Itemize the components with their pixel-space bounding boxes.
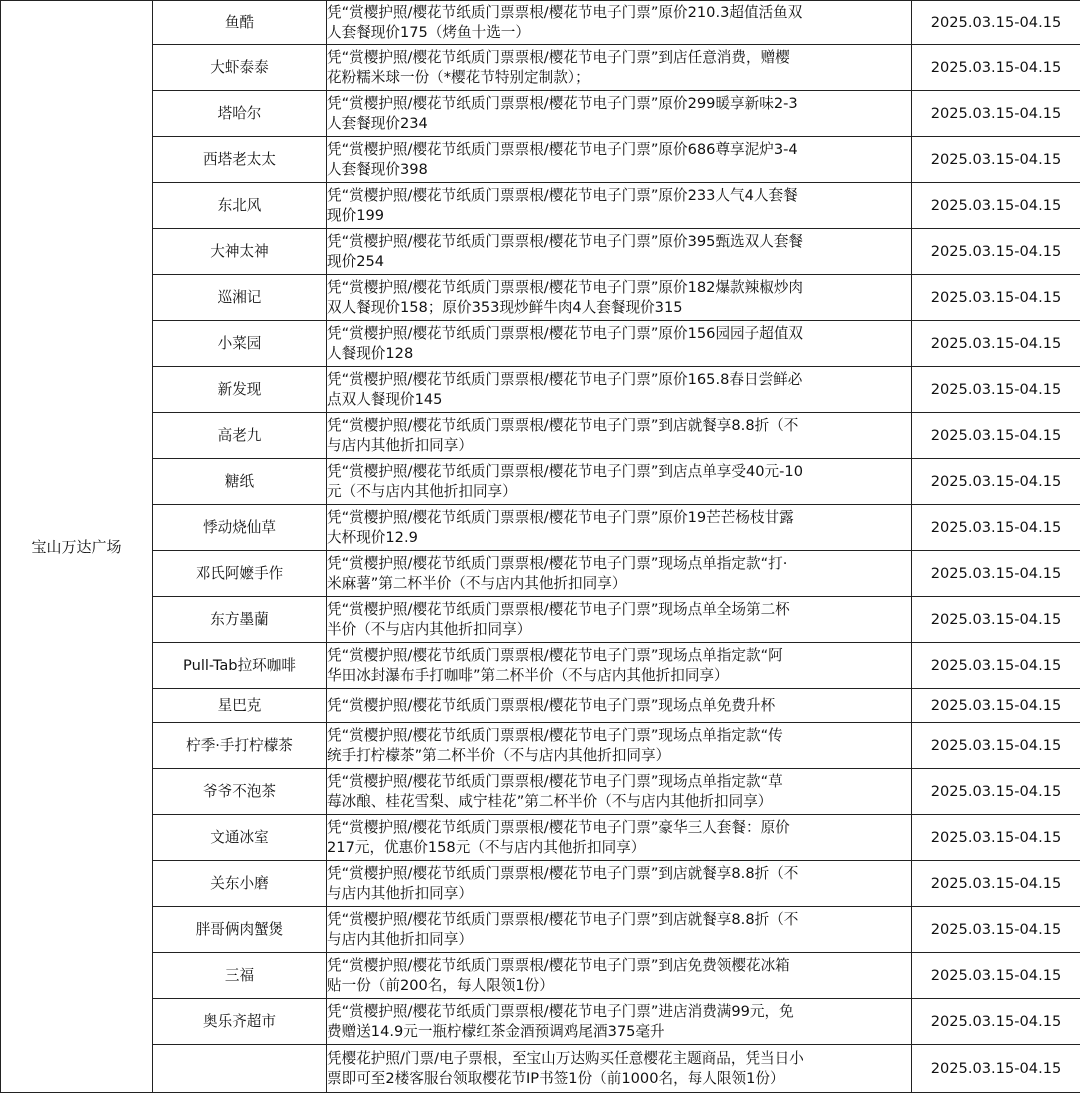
validity-date-cell: 2025.03.15-04.15 <box>912 1 1080 45</box>
table-row <box>1 551 1080 597</box>
table-row <box>1 229 1080 275</box>
shop-name-cell: 塔哈尔 <box>153 91 327 137</box>
offer-description-cell: 凭“赏樱护照/樱花节纸质门票票根/樱花节电子门票”到店免费领樱花冰箱 贴一份（前200名，每人限领1份） <box>327 953 912 999</box>
table-row <box>1 137 1080 183</box>
offer-description-cell: 凭“赏樱护照/樱花节纸质门票票根/樱花节电子门票”现场点单全场第二杯 半价（不与店内其他折扣同享） <box>327 597 912 643</box>
shop-name-cell: 鱼酷 <box>153 1 327 45</box>
mall-name-cell: 宝山万达广场 <box>1 1 153 1093</box>
validity-date-cell: 2025.03.15-04.15 <box>912 367 1080 413</box>
validity-date-cell: 2025.03.15-04.15 <box>912 45 1080 91</box>
offer-description-cell: 凭“赏樱护照/樱花节纸质门票票根/樱花节电子门票”原价233人气4人套餐 现价199 <box>327 183 912 229</box>
offer-description-cell: 凭“赏樱护照/樱花节纸质门票票根/樱花节电子门票”原价210.3超值活鱼双 人套餐现价175（烤鱼十选一） <box>327 1 912 45</box>
shop-name-cell: 星巴克 <box>153 689 327 723</box>
validity-date-cell: 2025.03.15-04.15 <box>912 505 1080 551</box>
table-row <box>1 1 1080 45</box>
shop-name-cell: 东方墨蘭 <box>153 597 327 643</box>
validity-date-cell: 2025.03.15-04.15 <box>912 999 1080 1045</box>
shop-name-cell: 关东小磨 <box>153 861 327 907</box>
shop-name-cell: Pull-Tab拉环咖啡 <box>153 643 327 689</box>
table-row <box>1 999 1080 1045</box>
offer-description-cell: 凭“赏樱护照/樱花节纸质门票票根/樱花节电子门票”原价395甄选双人套餐 现价254 <box>327 229 912 275</box>
validity-date-cell: 2025.03.15-04.15 <box>912 815 1080 861</box>
shop-name-cell: 邓氏阿嬷手作 <box>153 551 327 597</box>
table-row <box>1 367 1080 413</box>
table-row <box>1 91 1080 137</box>
offer-description-cell: 凭“赏樱护照/樱花节纸质门票票根/樱花节电子门票”原价19芒芒杨枝甘露 大杯现价12.9 <box>327 505 912 551</box>
shop-name-cell: 悸动烧仙草 <box>153 505 327 551</box>
shop-name-cell: 大虾泰泰 <box>153 45 327 91</box>
offer-description-cell: 凭“赏樱护照/樱花节纸质门票票根/樱花节电子门票”现场点单指定款“草 莓冰酿、桂花雪梨、咸宁桂花”第二杯半价（不与店内其他折扣同享） <box>327 769 912 815</box>
validity-date-cell: 2025.03.15-04.15 <box>912 91 1080 137</box>
validity-date-cell: 2025.03.15-04.15 <box>912 1045 1080 1093</box>
validity-date-cell: 2025.03.15-04.15 <box>912 643 1080 689</box>
validity-date-cell: 2025.03.15-04.15 <box>912 723 1080 769</box>
offer-description-cell: 凭“赏樱护照/樱花节纸质门票票根/樱花节电子门票”现场点单指定款“打· 米麻薯”第二杯半价（不与店内其他折扣同享） <box>327 551 912 597</box>
offer-description-cell: 凭“赏樱护照/樱花节纸质门票票根/樱花节电子门票”原价299暖享新味2-3 人套餐现价234 <box>327 91 912 137</box>
offer-description-cell: 凭“赏樱护照/樱花节纸质门票票根/樱花节电子门票”原价156园园子超值双 人餐现价128 <box>327 321 912 367</box>
offer-description-cell: 凭“赏樱护照/樱花节纸质门票票根/樱花节电子门票”原价182爆款辣椒炒肉 双人餐现价158；原价353现炒鲜牛肉4人套餐现价315 <box>327 275 912 321</box>
validity-date-cell: 2025.03.15-04.15 <box>912 953 1080 999</box>
shop-name-cell: 西塔老太太 <box>153 137 327 183</box>
shop-name-cell: 东北风 <box>153 183 327 229</box>
table-row <box>1 907 1080 953</box>
table-row <box>1 723 1080 769</box>
validity-date-cell: 2025.03.15-04.15 <box>912 769 1080 815</box>
validity-date-cell: 2025.03.15-04.15 <box>912 907 1080 953</box>
table-row <box>1 861 1080 907</box>
shop-name-cell: 大神太神 <box>153 229 327 275</box>
table-row <box>1 953 1080 999</box>
offer-description-cell: 凭樱花护照/门票/电子票根，至宝山万达购买任意樱花主题商品，凭当日小 票即可至2楼客服台领取樱花节IP书签1份（前1000名，每人限领1份） <box>327 1045 912 1093</box>
offers-table-body <box>1 1 1080 1093</box>
shop-name-cell: 柠季·手打柠檬茶 <box>153 723 327 769</box>
table-row <box>1 183 1080 229</box>
offer-description-cell: 凭“赏樱护照/樱花节纸质门票票根/樱花节电子门票”现场点单免费升杯 <box>327 689 912 723</box>
validity-date-cell: 2025.03.15-04.15 <box>912 459 1080 505</box>
shop-name-cell: 小菜园 <box>153 321 327 367</box>
shop-name-cell: 三福 <box>153 953 327 999</box>
offer-description-cell: 凭“赏樱护照/樱花节纸质门票票根/樱花节电子门票”到店任意消费，赠樱 花粉糯米球一份（*樱花节特别定制款）； <box>327 45 912 91</box>
validity-date-cell: 2025.03.15-04.15 <box>912 321 1080 367</box>
validity-date-cell: 2025.03.15-04.15 <box>912 861 1080 907</box>
table-row <box>1 689 1080 723</box>
validity-date-cell: 2025.03.15-04.15 <box>912 689 1080 723</box>
validity-date-cell: 2025.03.15-04.15 <box>912 413 1080 459</box>
shop-name-cell: 糖纸 <box>153 459 327 505</box>
offer-description-cell: 凭“赏樱护照/樱花节纸质门票票根/樱花节电子门票”豪华三人套餐：原价 217元，优惠价158元（不与店内其他折扣同享） <box>327 815 912 861</box>
shop-name-cell: 高老九 <box>153 413 327 459</box>
validity-date-cell: 2025.03.15-04.15 <box>912 275 1080 321</box>
table-row <box>1 769 1080 815</box>
shop-name-cell: 奥乐齐超市 <box>153 999 327 1045</box>
table-row <box>1 45 1080 91</box>
validity-date-cell: 2025.03.15-04.15 <box>912 551 1080 597</box>
table-row <box>1 413 1080 459</box>
offer-description-cell: 凭“赏樱护照/樱花节纸质门票票根/樱花节电子门票”到店就餐享8.8折（不 与店内其他折扣同享） <box>327 861 912 907</box>
shop-name-cell: 巡湘记 <box>153 275 327 321</box>
shop-name-cell: 新发现 <box>153 367 327 413</box>
table-row <box>1 459 1080 505</box>
validity-date-cell: 2025.03.15-04.15 <box>912 137 1080 183</box>
offer-description-cell: 凭“赏樱护照/樱花节纸质门票票根/樱花节电子门票”原价686尊享泥炉3-4 人套餐现价398 <box>327 137 912 183</box>
offer-description-cell: 凭“赏樱护照/樱花节纸质门票票根/樱花节电子门票”进店消费满99元，免 费赠送14.9元一瓶柠檬红茶金酒预调鸡尾酒375毫升 <box>327 999 912 1045</box>
table-row <box>1 321 1080 367</box>
shop-name-cell <box>153 1045 327 1093</box>
shop-name-cell: 爷爷不泡茶 <box>153 769 327 815</box>
table-row <box>1 505 1080 551</box>
offer-description-cell: 凭“赏樱护照/樱花节纸质门票票根/樱花节电子门票”原价165.8春日尝鲜必 点双人餐现价145 <box>327 367 912 413</box>
shop-name-cell: 胖哥俩肉蟹煲 <box>153 907 327 953</box>
offer-description-cell: 凭“赏樱护照/樱花节纸质门票票根/樱花节电子门票”现场点单指定款“传 统手打柠檬茶”第二杯半价（不与店内其他折扣同享） <box>327 723 912 769</box>
table-row <box>1 1045 1080 1093</box>
validity-date-cell: 2025.03.15-04.15 <box>912 229 1080 275</box>
validity-date-cell: 2025.03.15-04.15 <box>912 597 1080 643</box>
table-row <box>1 643 1080 689</box>
table-row <box>1 815 1080 861</box>
offer-description-cell: 凭“赏樱护照/樱花节纸质门票票根/樱花节电子门票”到店就餐享8.8折（不 与店内其他折扣同享） <box>327 413 912 459</box>
table-row <box>1 597 1080 643</box>
validity-date-cell: 2025.03.15-04.15 <box>912 183 1080 229</box>
offer-description-cell: 凭“赏樱护照/樱花节纸质门票票根/樱花节电子门票”到店点单享受40元-10 元（不与店内其他折扣同享） <box>327 459 912 505</box>
shop-name-cell: 文通冰室 <box>153 815 327 861</box>
offer-description-cell: 凭“赏樱护照/樱花节纸质门票票根/樱花节电子门票”到店就餐享8.8折（不 与店内其他折扣同享） <box>327 907 912 953</box>
offer-description-cell: 凭“赏樱护照/樱花节纸质门票票根/樱花节电子门票”现场点单指定款“阿 华田冰封瀑布手打咖啡”第二杯半价（不与店内其他折扣同享） <box>327 643 912 689</box>
table-row <box>1 275 1080 321</box>
